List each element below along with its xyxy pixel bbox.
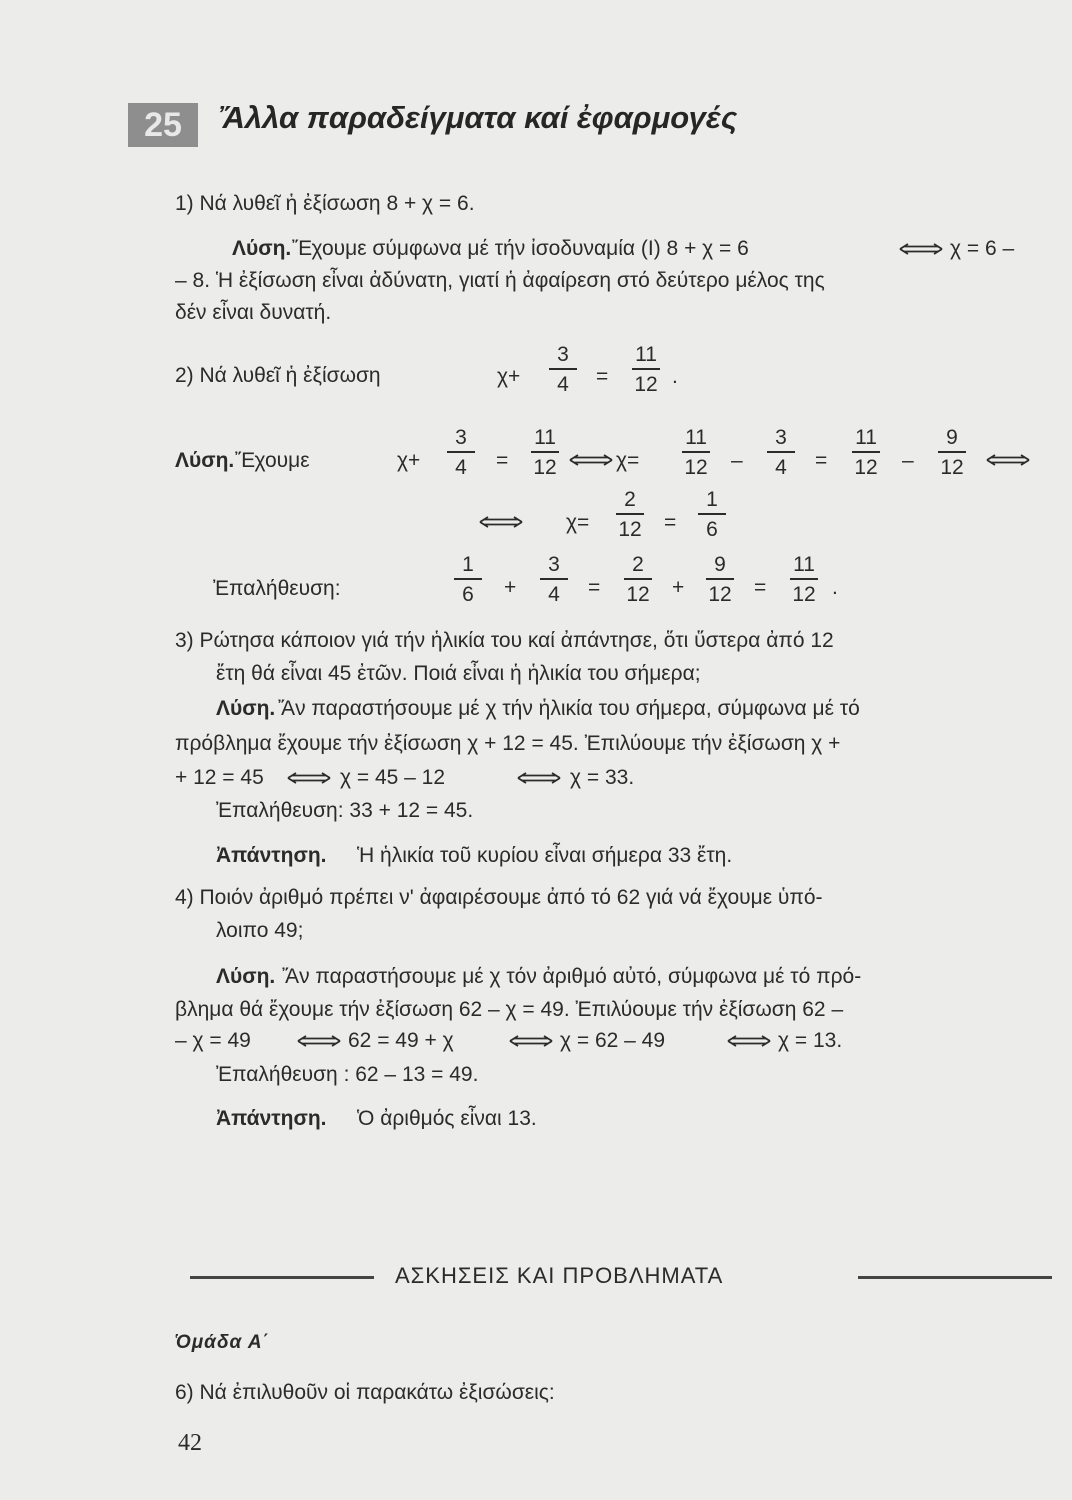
heading-rule-left (190, 1276, 374, 1279)
ex3-solution-line3b: χ = 45 – 12 (340, 766, 446, 789)
ex1-solution-line3: δέν εἶναι δυνατή. (175, 301, 332, 324)
fraction-11-12: 11 12 (527, 427, 563, 478)
ex4-statement-line1: 4) Ποιόν ἀριθμό πρέπει ν' ἀφαιρέσουμε ἀπό τό 62 γιά νά ἔχουμε ὑπό- (175, 886, 823, 909)
fraction-1-6: 1 6 (694, 489, 730, 540)
ex3-statement-line1: 3) Ρώτησα κάποιον γιά τήν ἡλικία του καί ἀπάντησε, ὅτι ὕστερα ἀπό 12 (175, 629, 834, 652)
fraction-9-12: 9 12 (934, 427, 970, 478)
equivalence-arrow-icon (286, 772, 332, 784)
ex2-x-eq: χ= (566, 511, 590, 534)
equivalence-arrow-icon (296, 1035, 342, 1047)
equals-sign: = (664, 511, 677, 534)
ex4-answer-text: Ὁ ἀριθμός εἶναι 13. (357, 1107, 537, 1130)
ex3-verify: Ἐπαλήθευση: 33 + 12 = 45. (216, 799, 474, 822)
period: . (672, 365, 678, 388)
equals-sign: = (496, 449, 509, 472)
ex3-answer-text: Ἡ ἡλικία τοῦ κυρίου εἶναι σήμερα 33 ἔτη. (357, 844, 733, 867)
fraction-11-12: 11 12 (786, 554, 822, 605)
ex4-solution-line3c: χ = 62 – 49 (560, 1029, 666, 1052)
ex3-solution-line3c: χ = 33. (570, 766, 635, 789)
ex1-statement: 1) Νά λυθεῖ ἡ ἐξίσωση 8 + χ = 6. (175, 192, 475, 215)
ex3-solution-line3a: + 12 = 45 (175, 766, 264, 789)
ex4-solution-line3b: 62 = 49 + χ (348, 1029, 454, 1052)
equivalence-arrow-icon (726, 1035, 772, 1047)
ex3-lysi-label: Λύση. (216, 697, 276, 720)
equals-sign: = (815, 449, 828, 472)
fraction-11-12: 11 12 (848, 427, 884, 478)
ex2-statement: 2) Νά λυθεῖ ἡ ἐξίσωση (175, 364, 381, 387)
ex4-solution-line3d: χ = 13. (778, 1029, 843, 1052)
minus-sign: – (902, 449, 914, 472)
period: . (832, 576, 838, 599)
fraction-2-12: 2 12 (612, 489, 648, 540)
equivalence-arrow-icon (478, 516, 524, 528)
equals-sign: = (596, 365, 609, 388)
ex4-answer-label: Ἀπάντηση. (216, 1107, 327, 1130)
ex3-solution-line2: πρόβλημα ἔχουμε τήν ἐξίσωση χ + 12 = 45. Ἐπιλύουμε τήν ἐξίσωση χ + (175, 732, 841, 755)
ex2-x-eq: χ= (616, 449, 640, 472)
ex1-lysi-label: Λύση. (232, 237, 292, 260)
equivalence-arrow-icon (985, 454, 1031, 466)
ex2-lysi-label: Λύση. (175, 449, 235, 472)
equivalence-arrow-icon (898, 243, 944, 255)
ex3-statement-line2: ἔτη θά εἶναι 45 ἐτῶν. Ποιά εἶναι ἡ ἡλικία του σήμερα; (216, 662, 701, 685)
ex3-answer-label: Ἀπάντηση. (216, 844, 327, 867)
fraction-3-4: 3 4 (763, 427, 799, 478)
ex4-lysi-label: Λύση. (216, 965, 276, 988)
equivalence-arrow-icon (508, 1035, 554, 1047)
ex1-solution-line1: Ἔχουμε σύμφωνα μέ τήν ἰσοδυναμία (Ι) 8 + χ = 6 (292, 237, 749, 260)
minus-sign: – (731, 449, 743, 472)
ex1-solution-line1-end: χ = 6 – (950, 237, 1015, 260)
fraction-11-12: 11 12 (678, 427, 714, 478)
ex4-statement-line2: λοιπο 49; (216, 919, 304, 942)
equals-sign: = (754, 576, 767, 599)
fraction-11-12: 11 12 (628, 344, 664, 395)
ex4-solution-line1: Ἄν παραστήσουμε μέ χ τόν ἀριθμό αὐτό, σύμφωνα μέ τό πρό- (282, 965, 862, 988)
ex2-x-plus: χ+ (397, 449, 421, 472)
page-number: 42 (178, 1430, 202, 1456)
section-title: Ἄλλα παραδείγματα καί ἐφαρμογές (218, 100, 738, 135)
ex2-verify-label: Ἐπαλήθευση: (213, 577, 341, 600)
plus-sign: + (672, 576, 685, 599)
ex3-solution-line1: Ἄν παραστήσουμε μέ χ τήν ἡλικία του σήμερα, σύμφωνα μέ τό (278, 697, 860, 720)
group-label: Ὁμάδα Α΄ (175, 1332, 270, 1353)
equivalence-arrow-icon (516, 772, 562, 784)
fraction-3-4: 3 4 (545, 344, 581, 395)
section-number-badge: 25 (128, 103, 198, 147)
plus-sign: + (504, 576, 517, 599)
heading-rule-right (858, 1276, 1052, 1279)
fraction-3-4: 3 4 (536, 554, 572, 605)
exercises-heading: ΑΣΚΗΣΕΙΣ ΚΑΙ ΠΡΟΒΛΗΜΑΤΑ (395, 1263, 724, 1288)
fraction-9-12: 9 12 (702, 554, 738, 605)
ex4-solution-line2: βλημα θά ἔχουμε τήν ἐξίσωση 62 – χ = 49. Ἐπιλύουμε τήν ἐξίσωση 62 – (175, 998, 844, 1021)
fraction-1-6: 1 6 (450, 554, 486, 605)
equivalence-arrow-icon (568, 454, 614, 466)
ex4-solution-line3a: – χ = 49 (175, 1029, 251, 1052)
ex2-lysi-text: Ἔχουμε (235, 449, 310, 472)
fraction-3-4: 3 4 (443, 427, 479, 478)
fraction-2-12: 2 12 (620, 554, 656, 605)
equals-sign: = (588, 576, 601, 599)
ex4-verify: Ἐπαλήθευση : 62 – 13 = 49. (216, 1063, 479, 1086)
ex1-solution-line2: – 8. Ἡ ἐξίσωση εἶναι ἀδύνατη, γιατί ἡ ἀφαίρεση στό δεύτερο μέλος της (175, 269, 825, 292)
ex2-x-plus: χ+ (497, 365, 521, 388)
exercise-6: 6) Νά ἐπιλυθοῦν οἱ παρακάτω ἐξισώσεις: (175, 1381, 555, 1404)
